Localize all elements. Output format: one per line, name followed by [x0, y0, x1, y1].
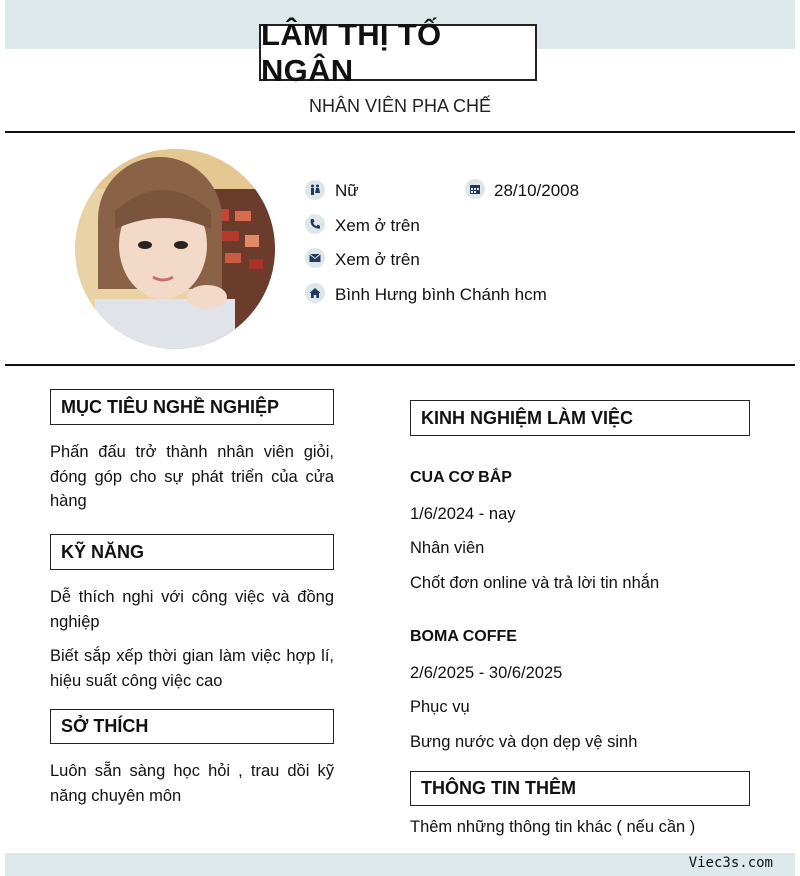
divider-top	[5, 131, 795, 133]
job-title: NHÂN VIÊN PHA CHẾ	[308, 96, 492, 116]
phone-icon	[305, 214, 325, 234]
job-2-period: 2/6/2025 - 30/6/2025	[410, 664, 563, 682]
birthday-value: 28/10/2008	[494, 181, 580, 200]
job-2-company: BOMA COFFE	[410, 628, 517, 645]
skill-item-1: Dễ thích nghi với công việc và đồng nghiệp	[50, 588, 334, 631]
job-1-description: Chốt đơn online và trả lời tin nhắn	[410, 574, 660, 592]
job-2-description: Bưng nước và dọn dẹp vệ sinh	[410, 733, 638, 751]
objective-heading: MỤC TIÊU NGHỀ NGHIỆP	[50, 389, 334, 425]
divider-middle	[5, 364, 795, 366]
job-2-position: Phục vụ	[410, 698, 470, 716]
email-value: Xem ở trên	[335, 250, 420, 269]
home-icon	[305, 283, 325, 303]
job-1-position: Nhân viên	[410, 539, 485, 557]
gender-value: Nữ	[335, 181, 359, 200]
hobbies-heading: SỞ THÍCH	[50, 709, 334, 744]
skill-item-2: Biết sắp xếp thời gian làm việc hợp lí, hiệu suất công việc cao	[50, 647, 334, 690]
objective-text: Phấn đấu trở thành nhân viên giỏi, đóng góp cho sự phát triển của cửa hàng	[50, 443, 334, 510]
calendar-icon	[465, 179, 485, 199]
hobbies-text: Luôn sẵn sàng học hỏi , trau dồi kỹ năng chuyên môn	[50, 762, 334, 805]
envelope-icon	[305, 248, 325, 268]
footer-band	[5, 853, 795, 876]
address-value: Bình Hưng bình Chánh hcm	[335, 285, 547, 304]
profile-photo	[75, 149, 275, 349]
watermark: Viec3s.com	[688, 855, 773, 871]
job-1-company: CUA CƠ BẮP	[410, 469, 512, 486]
experience-heading: KINH NGHIỆM LÀM VIỆC	[410, 400, 750, 436]
gender-icon	[305, 180, 325, 200]
skills-heading: KỸ NĂNG	[50, 534, 334, 570]
job-1-period: 1/6/2024 - nay	[410, 505, 516, 523]
extra-info-text: Thêm những thông tin khác ( nếu cần )	[410, 818, 696, 836]
phone-value: Xem ở trên	[335, 216, 420, 235]
candidate-name: LÂM THỊ TỐ NGÂN	[259, 24, 537, 81]
extra-info-heading: THÔNG TIN THÊM	[410, 771, 750, 806]
